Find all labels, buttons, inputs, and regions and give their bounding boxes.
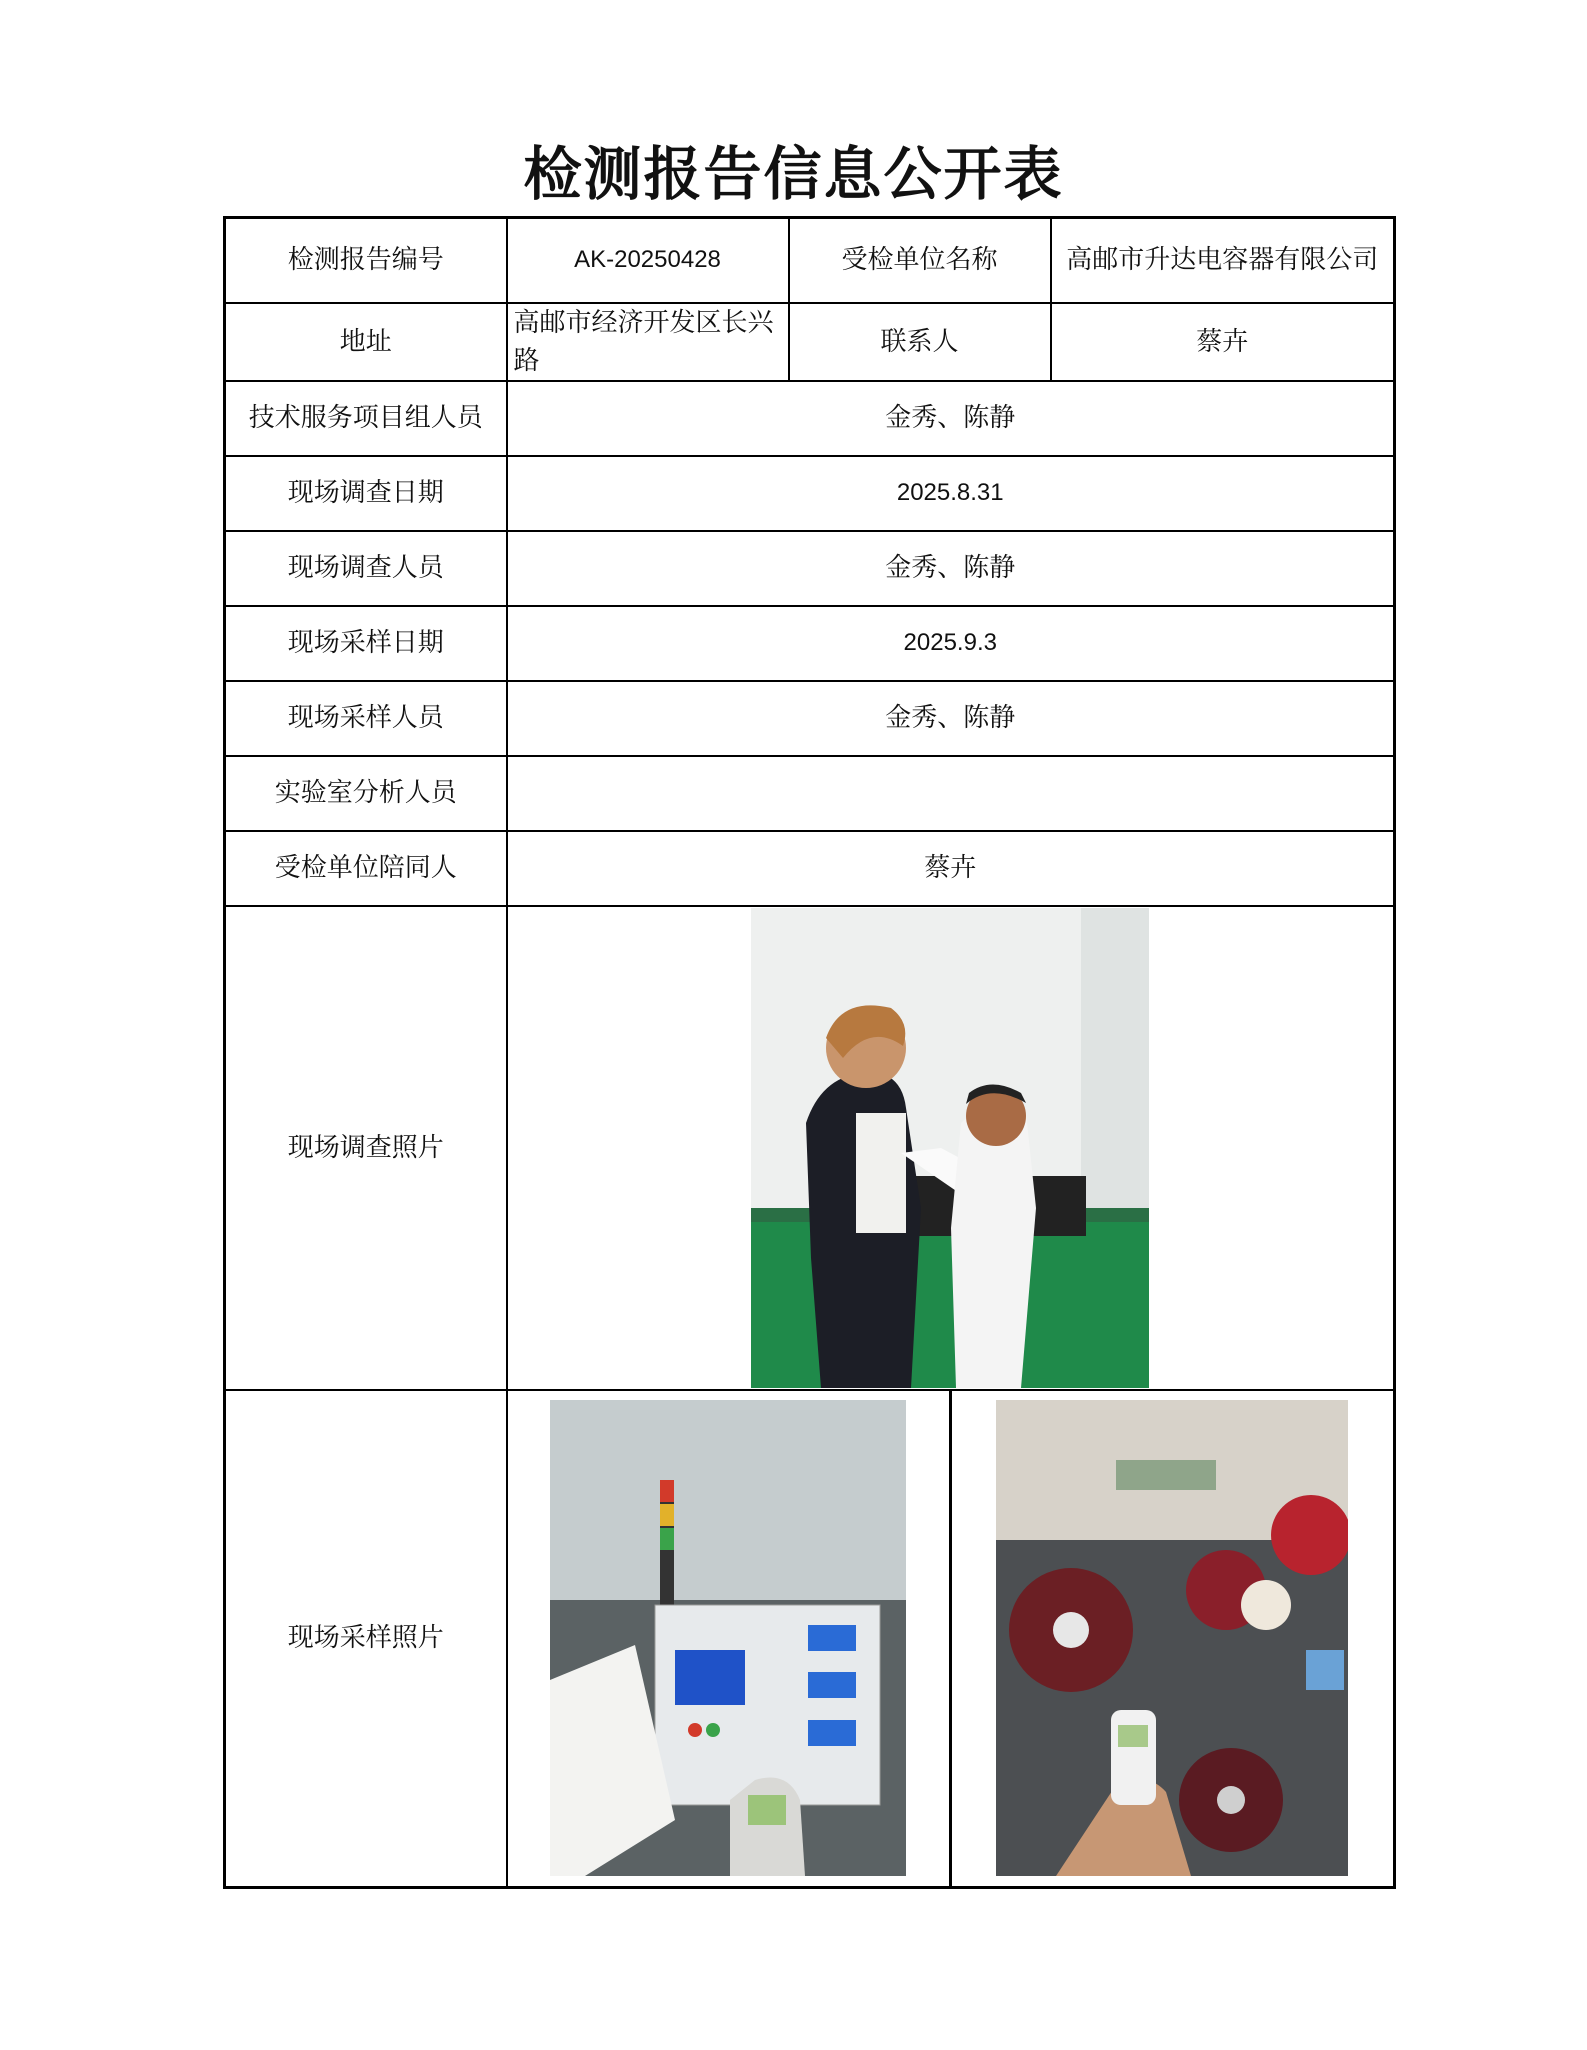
survey-staff-label: 现场调查人员 (225, 531, 507, 606)
escort-value: 蔡卉 (507, 831, 1395, 906)
sampling-photo-label: 现场采样照片 (225, 1390, 507, 1888)
sampling-photo-pair (508, 1391, 1394, 1886)
survey-photo-label: 现场调查照片 (225, 906, 507, 1390)
report-info-table (223, 216, 1396, 1889)
page-title: 检测报告信息公开表 (523, 140, 1064, 208)
survey-date-label: 现场调查日期 (225, 456, 507, 531)
team-value: 金秀、陈静 (507, 381, 1395, 456)
survey-photo-cell (507, 906, 1395, 1390)
survey-date-value: 2025.8.31 (507, 456, 1395, 531)
lab-staff-label: 实验室分析人员 (225, 756, 507, 831)
table-row (225, 1390, 1395, 1888)
lab-staff-value (507, 756, 1395, 831)
sampling-photo-control-panel (550, 1400, 906, 1876)
unit-name-value: 高邮市升达电容器有限公司 (1051, 218, 1395, 303)
report-no-label: 检测报告编号 (225, 218, 507, 303)
address-label: 地址 (225, 303, 507, 381)
sampling-staff-label: 现场采样人员 (225, 681, 507, 756)
report-no-value: AK-20250428 (507, 218, 789, 303)
table-row (225, 456, 1395, 531)
sampling-photo-left-frame (508, 1391, 952, 1886)
sampling-staff-value: 金秀、陈静 (507, 681, 1395, 756)
table-row (225, 218, 1395, 303)
sampling-photo-right-frame (952, 1391, 1393, 1886)
sampling-date-value: 2025.9.3 (507, 606, 1395, 681)
escort-label: 受检单位陪同人 (225, 831, 507, 906)
sampling-photo-cell (507, 1390, 1395, 1888)
survey-photo (751, 908, 1149, 1388)
table-row (225, 756, 1395, 831)
table-row (225, 606, 1395, 681)
unit-name-label: 受检单位名称 (789, 218, 1051, 303)
survey-staff-value: 金秀、陈静 (507, 531, 1395, 606)
team-label: 技术服务项目组人员 (225, 381, 507, 456)
table-row (225, 381, 1395, 456)
contact-value: 蔡卉 (1051, 303, 1395, 381)
table-row (225, 831, 1395, 906)
table-row (225, 681, 1395, 756)
sampling-photo-machinery (996, 1400, 1348, 1876)
table-row (225, 906, 1395, 1390)
address-value: 高邮市经济开发区长兴路 (507, 303, 789, 381)
table-row (225, 531, 1395, 606)
sampling-date-label: 现场采样日期 (225, 606, 507, 681)
table-row (225, 303, 1395, 381)
contact-label: 联系人 (789, 303, 1051, 381)
